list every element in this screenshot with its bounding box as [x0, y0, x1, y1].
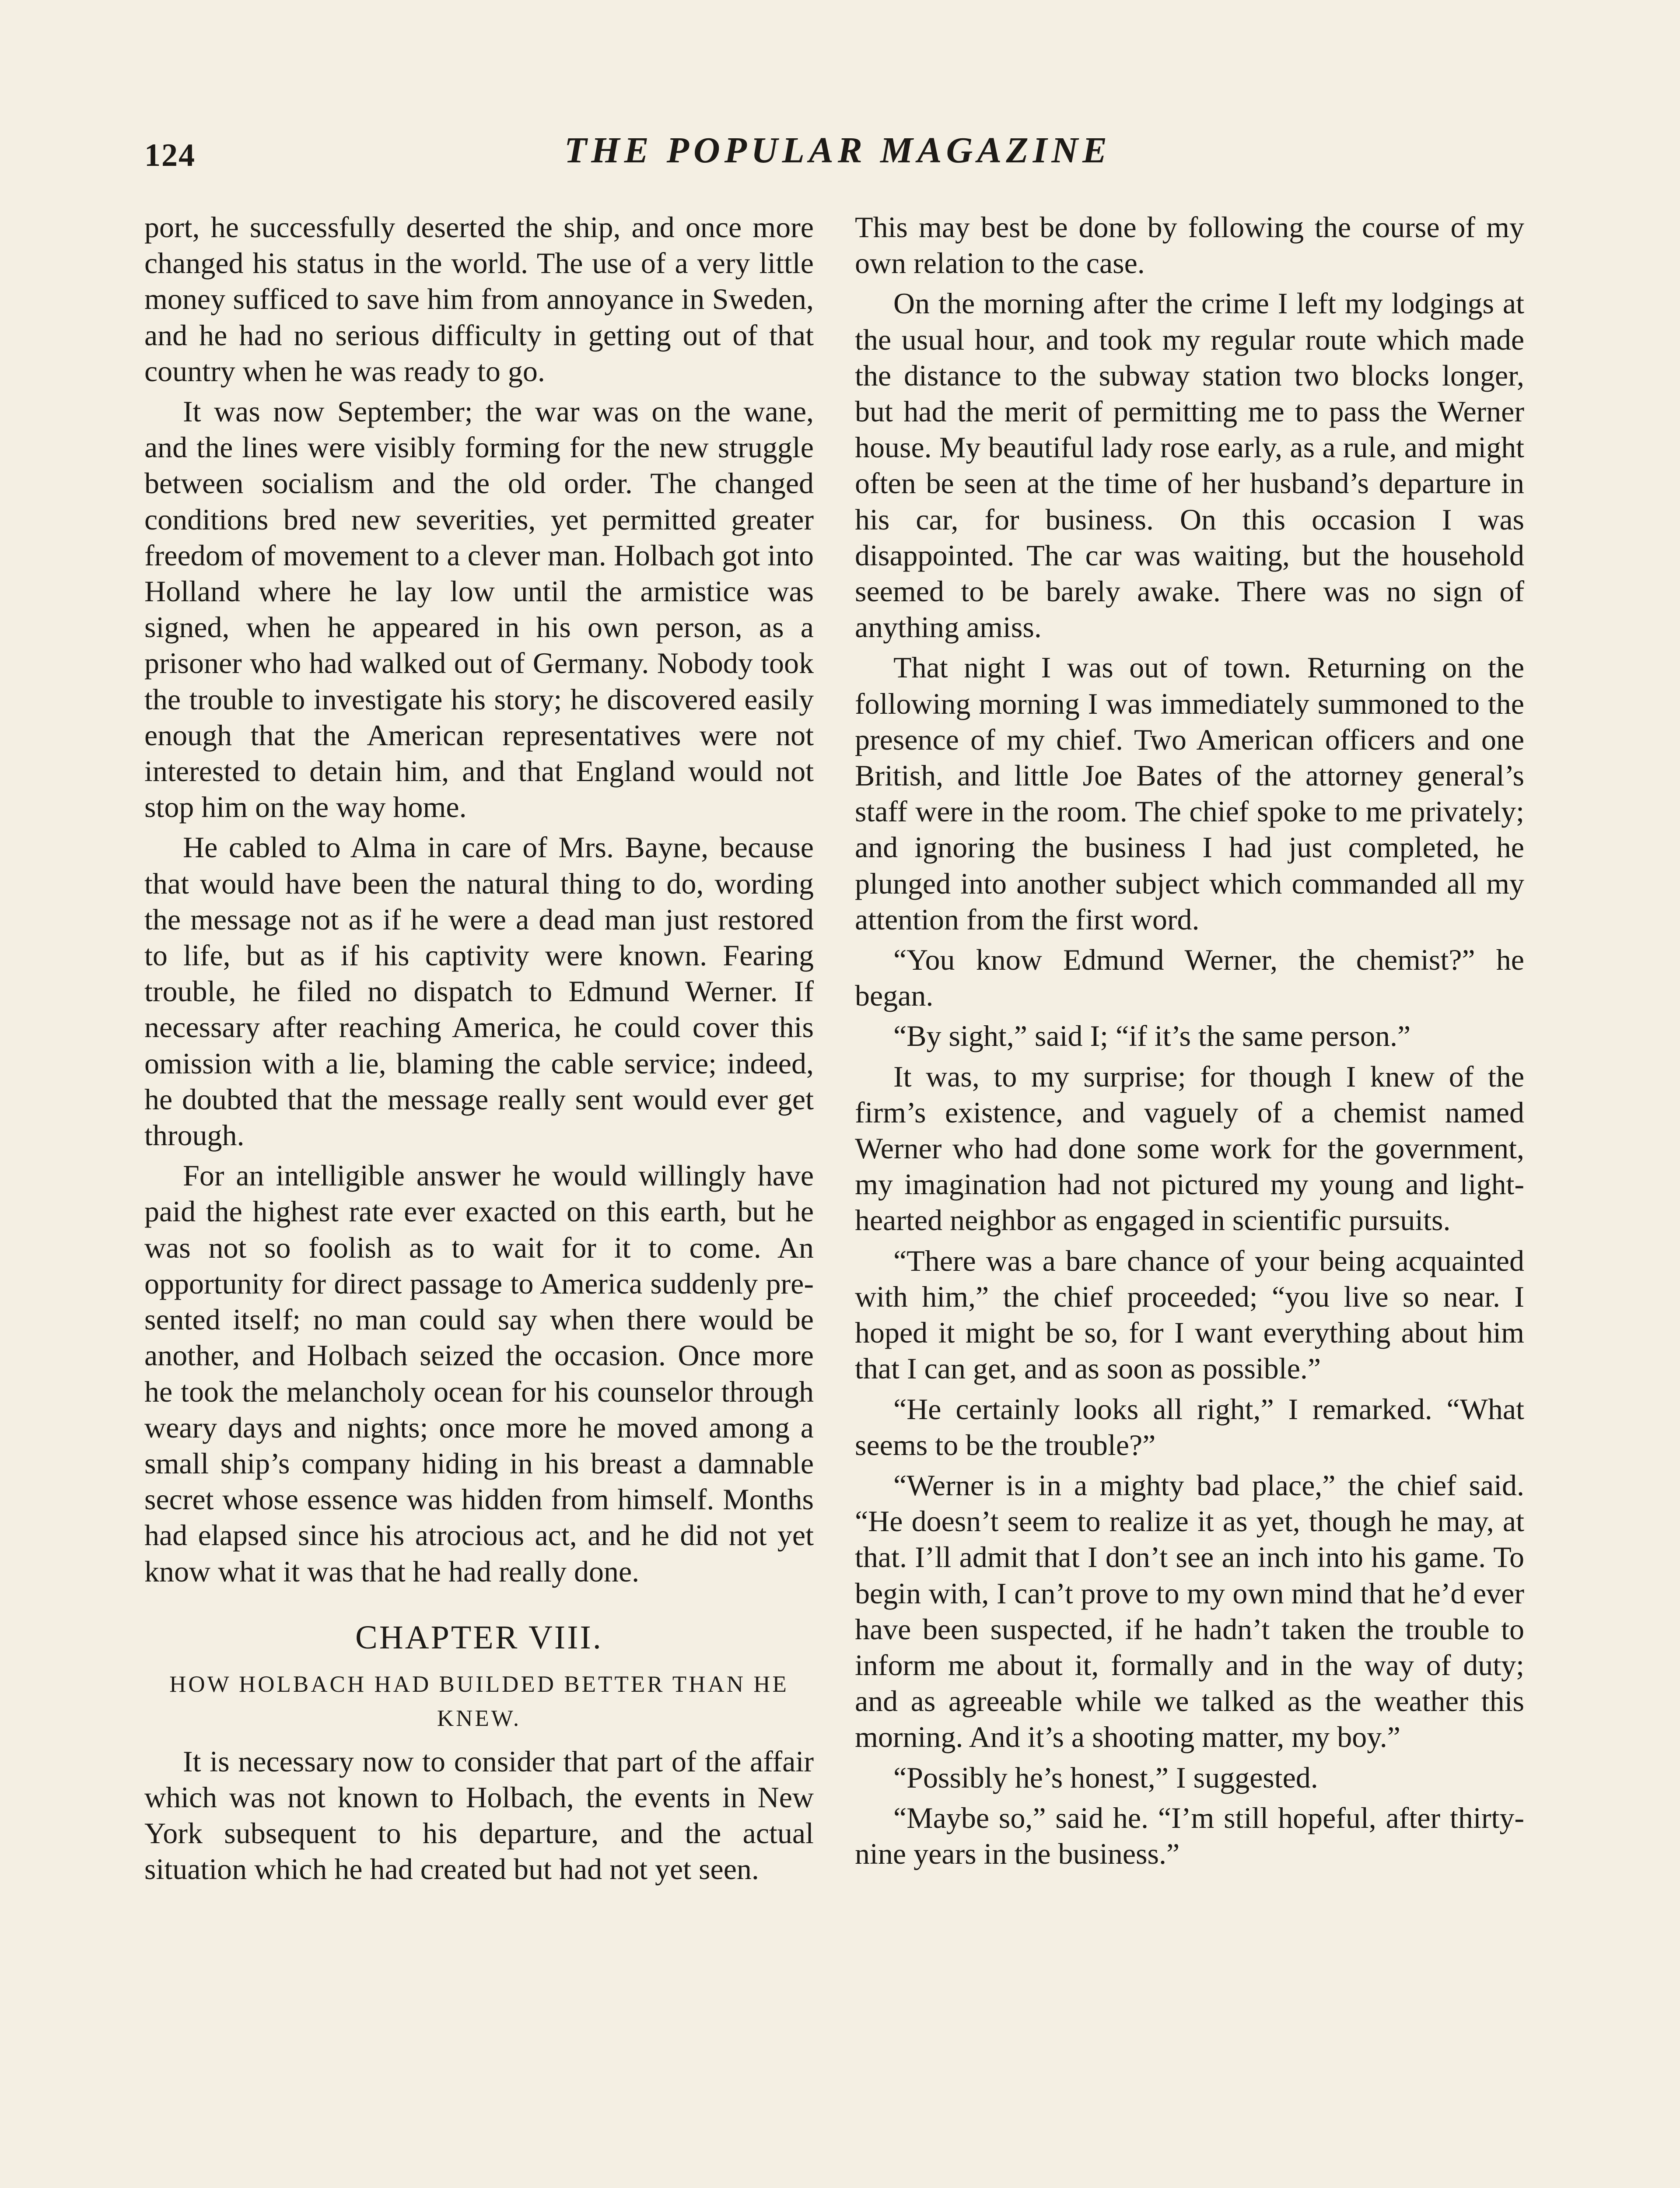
paragraph: “Maybe so,” said he. “I’m still hopeful, after thirty-nine years in the business.” [855, 1801, 1524, 1870]
chapter-heading-block [144, 1616, 814, 1736]
paragraph: For an intelligible answer he would willingly have paid the highest rate ever exacted on this earth, but he was not so foolish as to wait for it to come. An opportunity for direct passage to America suddenly presented itself; no man could say when there would be another, and Holbach seized the occasion. Once more he took the melancholy ocean for his counselor through weary days and nights; once more he moved among a small ship’s company hiding in his breast a damnable secret whose essence was hidden from himself. Months had elapsed since his atrocious act, and he did not yet know what it was that he had really done. [144, 1159, 814, 1588]
right-column [855, 209, 1524, 2188]
paragraph: That night I was out of town. Returning on the following morning I was immediately summoned to the presence of my chief. Two American officers and one British, and little Joe Bates of the attorney general’s staff were in the room. The chief spoke to me privately; and ignoring the business I had just completed, he plunged into another subject which commanded all my attention from the first word. [855, 651, 1524, 936]
paragraph: “You know Edmund Werner, the chemist?” he began. [855, 943, 1524, 1013]
running-title: THE POPULAR MAGAZINE [564, 130, 1112, 171]
left-column [144, 209, 814, 2188]
paragraph: It was, to my surprise; for though I knew of the firm’s existence, and vaguely of a chemist named Werner who had done some work for the government, my imagination had not pictured my young and light-hearted neighbor as engaged in scientific pursuits. [855, 1059, 1524, 1237]
chapter-subtitle: HOW HOLBACH HAD BUILDED BETTER THAN HE KNEW. [169, 1671, 789, 1731]
chapter-heading: CHAPTER VIII. [355, 1619, 603, 1656]
paragraph: He cabled to Alma in care of Mrs. Bayne, because that would have been the natural thing to do, wording the message not as if he were a dead man just restored to life, but as if his captivity were known. Fearing trouble, he filed no dispatch to Edmund Werner. If necessary after reaching America, he could cover this omission with a lie, blaming the cable service; indeed, he doubted that the message really sent would ever get through. [144, 831, 814, 1152]
paragraph: On the morning after the crime I left my lodgings at the usual hour, and took my regular route which made the distance to the subway station two blocks longer, but had the merit of permitting me to pass the Werner house. My beautiful lady rose early, as a rule, and might often be seen at the time of her husband’s departure in his car, for business. On this occasion I was disappointed. The car was waiting, but the household seemed to be barely awake. There was no sign of anything amiss. [855, 287, 1524, 644]
paragraph: It is necessary now to consider that part of the affair which was not known to Holbach, the events in New York subsequent to his departure, and the actual situation which he had created but had not yet seen. [144, 1744, 814, 1886]
paragraph: It was now September; the war was on the wane, and the lines were visibly forming for the new struggle between socialism and the old order. The changed conditions bred new severities, yet permitted greater freedom of movement to a clever man. Holbach got into Holland where he lay low until the armistice was signed, when he appeared in his own person, as a prisoner who had walked out of Germany. Nobody took the trouble to investigate his story; he discovered easily enough that the American representatives were not interested to detain him, and that England would not stop him on the way home. [144, 395, 814, 824]
page-number: 124 [144, 137, 196, 173]
paragraph: port, he successfully deserted the ship, and once more changed his status in the world. The use of a very little money sufficed to save him from annoyance in Sweden, and he had no serious difficulty in getting out of that country when he was ready to go. [144, 210, 814, 388]
paragraph: “He certainly looks all right,” I remarked. “What seems to be the trouble?” [855, 1392, 1524, 1462]
paragraph: “Possibly he’s honest,” I suggested. [893, 1760, 1318, 1794]
paragraph: “By sight,” said I; “if it’s the same person.” [893, 1019, 1411, 1053]
paragraph: “There was a bare chance of your being acquainted with him,” the chief proceeded; “you live so near. I hoped it might be so, for I want everything about him that I can get, and as soon as possible.” [855, 1244, 1524, 1385]
paragraph: This may best be done by following the course of my own relation to the case. [855, 210, 1524, 280]
paragraph: “Werner is in a mighty bad place,” the chief said. “He doesn’t seem to realize it as yet, though he may, at that. I’ll admit that I don’t see an inch into his game. To begin with, I can’t prove to my own mind that he’d ever have been suspected, if he hadn’t taken the trouble to inform me about it, formally and in the way of duty; and as agreeable while we talked as the weather this morning. And it’s a shooting matter, my boy.” [855, 1468, 1524, 1754]
page-header [144, 129, 1531, 186]
